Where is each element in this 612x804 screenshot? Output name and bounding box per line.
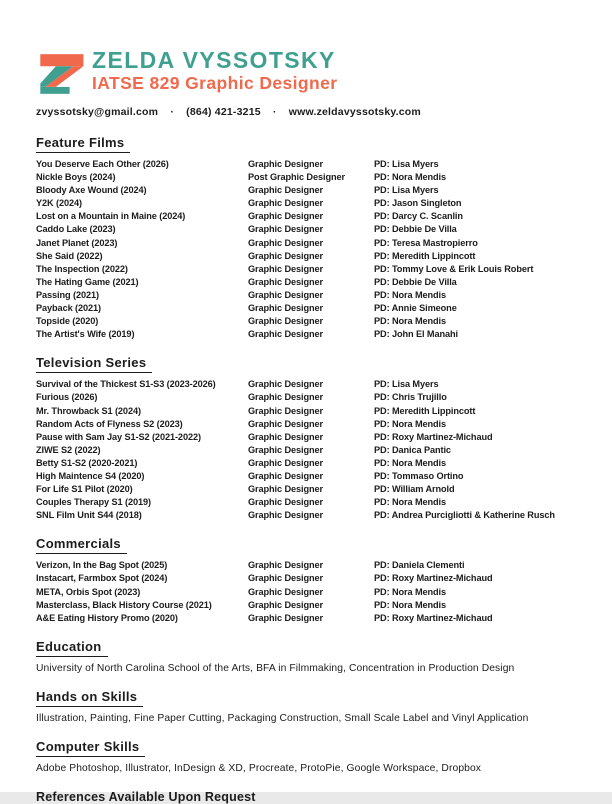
credit-row [36, 289, 582, 302]
credit-role: Graphic Designer [248, 612, 323, 623]
credit-pd: PD: Roxy Martinez-Michaud [374, 573, 493, 584]
credit-role: Graphic Designer [248, 444, 323, 455]
credit-pd: PD: Teresa Mastropierro [374, 237, 478, 248]
credit-role: Graphic Designer [248, 316, 323, 327]
credit-row [36, 276, 582, 289]
credit-row [36, 378, 582, 391]
credit-row [36, 263, 582, 276]
credit-row [36, 328, 582, 341]
credit-title: She Said (2022) [36, 250, 103, 261]
credit-title: Payback (2021) [36, 303, 101, 314]
credit-pd: PD: Nora Mendis [374, 172, 447, 183]
credit-pd: PD: William Arnold [374, 484, 455, 495]
section-text: University of North Carolina School of the Arts, BFA in Filmmaking, Concentration in Production Design [36, 662, 515, 674]
credit-pd: PD: Nora Mendis [374, 289, 447, 300]
contact-separator: · [272, 106, 277, 118]
contact-website: www.zeldavyssotsky.com [288, 106, 421, 118]
credit-pd: PD: Roxy Martinez-Michaud [374, 612, 493, 623]
credit-title: Topside (2020) [36, 316, 99, 327]
credit-role: Graphic Designer [248, 586, 323, 597]
credit-row [36, 559, 582, 572]
credit-pd: PD: Lisa Myers [374, 379, 439, 390]
credit-title: Pause with Sam Jay S1-S2 (2021-2022) [36, 431, 201, 442]
credit-pd: PD: Nora Mendis [374, 497, 447, 508]
section-commercials [36, 535, 582, 624]
contact-line [36, 106, 582, 118]
section-hands-on-skills [36, 688, 582, 725]
credit-title: ZIWE S2 (2022) [36, 444, 101, 455]
job-title: IATSE 829 Graphic Designer [92, 73, 338, 93]
credit-pd: PD: John El Manahi [374, 329, 458, 340]
credit-title: A&E Eating History Promo (2020) [36, 612, 178, 623]
credit-role: Graphic Designer [248, 211, 323, 222]
credit-pd: PD: Darcy C. Scanlin [374, 211, 463, 222]
credit-role: Graphic Designer [248, 289, 323, 300]
header [34, 48, 582, 99]
header-text [92, 48, 337, 93]
credit-row [36, 457, 582, 470]
credit-row [36, 444, 582, 457]
credit-pd: PD: Meredith Lippincott [374, 250, 476, 261]
person-name: ZELDA VYSSOTSKY [92, 47, 336, 73]
credit-title: Passing (2021) [36, 289, 99, 300]
credit-title: Bloody Axe Wound (2024) [36, 185, 147, 196]
credit-pd: PD: Chris Trujillo [374, 392, 447, 403]
credit-role: Graphic Designer [248, 457, 323, 468]
credit-row [36, 158, 582, 171]
credit-role: Graphic Designer [248, 573, 323, 584]
credit-title: Furious (2026) [36, 392, 98, 403]
credit-row [36, 572, 582, 585]
credit-title: Y2K (2024) [36, 198, 82, 209]
credit-title: You Deserve Each Other (2026) [36, 159, 169, 169]
credit-row [36, 599, 582, 612]
credit-role: Graphic Designer [248, 418, 323, 429]
section-education [36, 638, 582, 675]
credits-list [36, 158, 582, 341]
credit-row [36, 250, 582, 263]
credit-title: Random Acts of Flyness S2 (2023) [36, 418, 183, 429]
credit-role: Graphic Designer [248, 185, 323, 196]
section-computer-skills [36, 738, 582, 775]
credit-row [36, 210, 582, 223]
credit-title: Couples Therapy S1 (2019) [36, 497, 151, 508]
credit-pd: PD: Debbie De Villa [374, 224, 457, 235]
credit-role: Graphic Designer [248, 198, 323, 209]
credit-row [36, 509, 582, 522]
credit-row [36, 496, 582, 509]
credit-title: Survival of the Thickest S1-S3 (2023-2026) [36, 379, 216, 390]
credit-title: Nickle Boys (2024) [36, 172, 116, 183]
credit-row [36, 431, 582, 444]
credit-row [36, 237, 582, 250]
credit-pd: PD: Roxy Martinez-Michaud [374, 431, 493, 442]
credit-pd: PD: Tommy Love & Erik Louis Robert [374, 263, 534, 274]
credit-pd: PD: Andrea Purcigliotti & Katherine Rusch [374, 510, 555, 521]
credit-role: Graphic Designer [248, 237, 323, 248]
credit-role: Post Graphic Designer [248, 172, 345, 183]
credit-role: Graphic Designer [248, 484, 323, 495]
credit-title: The Artist's Wife (2019) [36, 329, 135, 340]
section-feature-films [36, 134, 582, 341]
section-heading: Computer Skills [36, 739, 145, 757]
contact-email: zvyssotsky@gmail.com [36, 106, 159, 118]
credit-role: Graphic Designer [248, 263, 323, 274]
contact-separator: · [170, 106, 175, 118]
credit-pd: PD: Nora Mendis [374, 457, 447, 468]
credit-row [36, 197, 582, 210]
credit-title: The Inspection (2022) [36, 263, 128, 274]
credit-row [36, 391, 582, 404]
credit-title: META, Orbis Spot (2023) [36, 586, 141, 597]
credit-row [36, 184, 582, 197]
credit-role: Graphic Designer [248, 159, 323, 169]
credit-role: Graphic Designer [248, 250, 323, 261]
section-heading: Commercials [36, 536, 127, 554]
section-television-series [36, 354, 582, 522]
credits-list [36, 378, 582, 522]
credit-title: Betty S1-S2 (2020-2021) [36, 457, 138, 468]
credit-row [36, 171, 582, 184]
credit-row [36, 315, 582, 328]
credit-title: For Life S1 Pilot (2020) [36, 484, 133, 495]
credit-row [36, 612, 582, 625]
section-text: Adobe Photoshop, Illustrator, InDesign & XD, Procreate, ProtoPie, Google Workspace, Dropbox [36, 762, 482, 774]
credit-role: Graphic Designer [248, 497, 323, 508]
contact-phone: (864) 421-3215 [186, 106, 261, 118]
credit-pd: PD: Nora Mendis [374, 418, 447, 429]
credit-pd: PD: Annie Simeone [374, 303, 457, 314]
credit-title: Caddo Lake (2023) [36, 224, 116, 235]
credit-title: Janet Planet (2023) [36, 237, 118, 248]
credit-pd: PD: Lisa Myers [374, 159, 439, 169]
credit-role: Graphic Designer [248, 599, 323, 610]
credit-pd: PD: Nora Mendis [374, 316, 447, 327]
credit-row [36, 418, 582, 431]
z-logo-icon [34, 49, 88, 99]
credit-pd: PD: Meredith Lippincott [374, 405, 476, 416]
credit-title: SNL Film Unit S44 (2018) [36, 510, 142, 521]
credit-row [36, 586, 582, 599]
section-heading: Hands on Skills [36, 689, 143, 707]
credit-pd: PD: Nora Mendis [374, 586, 447, 597]
credit-title: Verizon, In the Bag Spot (2025) [36, 560, 168, 571]
credit-role: Graphic Designer [248, 379, 323, 390]
credit-title: Lost on a Mountain in Maine (2024) [36, 211, 186, 222]
credit-pd: PD: Tommaso Ortino [374, 470, 464, 481]
credit-role: Graphic Designer [248, 560, 323, 571]
credit-role: Graphic Designer [248, 470, 323, 481]
credit-role: Graphic Designer [248, 329, 323, 340]
credit-title: Masterclass, Black History Course (2021) [36, 599, 212, 610]
credit-row [36, 470, 582, 483]
credit-row [36, 223, 582, 236]
credit-role: Graphic Designer [248, 392, 323, 403]
credit-row [36, 483, 582, 496]
credit-role: Graphic Designer [248, 303, 323, 314]
section-heading: Education [36, 639, 108, 657]
credit-role: Graphic Designer [248, 405, 323, 416]
credit-pd: PD: Lisa Myers [374, 185, 439, 196]
credit-role: Graphic Designer [248, 276, 323, 287]
credits-list [36, 559, 582, 624]
credit-title: Instacart, Farmbox Spot (2024) [36, 573, 168, 584]
credit-title: The Hating Game (2021) [36, 276, 139, 287]
credit-role: Graphic Designer [248, 224, 323, 235]
credit-title: Mr. Throwback S1 (2024) [36, 405, 141, 416]
resume-sections [36, 134, 582, 775]
section-heading: Feature Films [36, 135, 130, 153]
credit-pd: PD: Danica Pantic [374, 444, 451, 455]
credit-pd: PD: Nora Mendis [374, 599, 447, 610]
credit-title: High Maintence S4 (2020) [36, 470, 145, 481]
section-text: Illustration, Painting, Fine Paper Cutting, Packaging Construction, Small Scale Label and Vinyl Application [36, 712, 529, 724]
credit-row [36, 302, 582, 315]
credit-role: Graphic Designer [248, 431, 323, 442]
references-note: References Available Upon Request [36, 789, 256, 804]
credit-row [36, 405, 582, 418]
credit-pd: PD: Jason Singleton [374, 198, 462, 209]
section-heading: Television Series [36, 355, 152, 373]
credit-pd: PD: Daniela Clementi [374, 560, 465, 571]
credit-role: Graphic Designer [248, 510, 323, 521]
credit-pd: PD: Debbie De Villa [374, 276, 457, 287]
